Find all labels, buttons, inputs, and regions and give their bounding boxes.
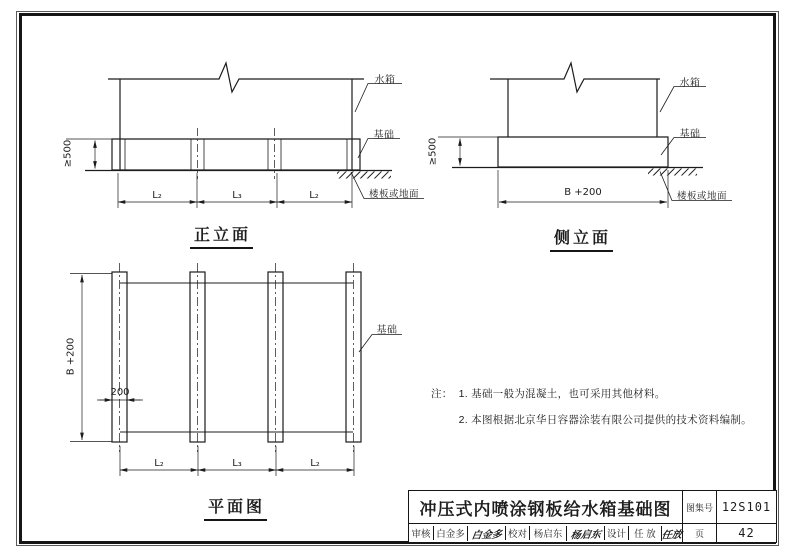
note-item-1: 1. 基础一般为混凝土，也可采用其他材料。 [458,388,666,400]
plan-view-lines [70,263,402,476]
side-height-dim: ≥500 [427,137,439,166]
atlas-number-value: 12S101 [716,491,776,523]
sheet-title: 冲压式内喷涂钢板给水箱基础图 [419,499,672,519]
title-block [408,490,777,543]
review-signature-text: 白金多 [470,528,503,542]
design-name: 任 放 [628,526,661,540]
design-signature [661,526,682,541]
front-ground-label: 楼板或地面 [368,189,419,200]
plan-strip-width-dim: 200 [110,387,130,398]
proof-name: 杨启东 [529,526,566,540]
front-l2-left-dim: L₂ [152,190,162,201]
notes-prefix: 注： [431,388,453,400]
proof-signature [566,526,604,541]
proof-label: 校对 [505,526,529,540]
plan-view-title: 平面图 [204,494,267,521]
plan-foundation-label: 基础 [376,325,398,336]
front-tank-label: 水箱 [374,75,396,86]
review-signature [467,526,505,541]
design-signature-text: 任放 [660,529,683,541]
front-l3-dim: L₃ [232,190,242,201]
proof-signature-text: 杨启东 [569,528,602,542]
side-width-dim: B +200 [564,187,602,198]
side-tank-label: 水箱 [679,78,701,89]
side-ground-label: 楼板或地面 [676,191,727,202]
page-number: 42 [716,523,776,542]
side-foundation-label: 基础 [679,129,701,140]
notes [431,386,752,438]
plan-l2-right-dim: L₂ [310,458,320,469]
page-label: 页 [682,523,716,542]
design-label: 设计 [604,526,628,540]
plan-l3-dim: L₃ [232,458,242,469]
front-elevation-title: 正立面 [190,222,253,249]
plan-depth-dim: B +200 [65,337,77,376]
front-foundation-label: 基础 [373,130,395,141]
note-item-2: 2. 本图根据北京华日容器涂装有限公司提供的技术资料编制。 [458,414,752,426]
review-label: 审核 [411,529,431,540]
front-l2-right-dim: L₂ [309,190,319,201]
review-name: 白金多 [433,526,467,540]
plan-l2-left-dim: L₂ [154,458,164,469]
signature-row [409,523,682,542]
atlas-number-label: 图集号 [682,491,716,523]
side-elevation-title: 侧立面 [550,225,613,252]
front-height-dim: ≥500 [62,139,74,168]
